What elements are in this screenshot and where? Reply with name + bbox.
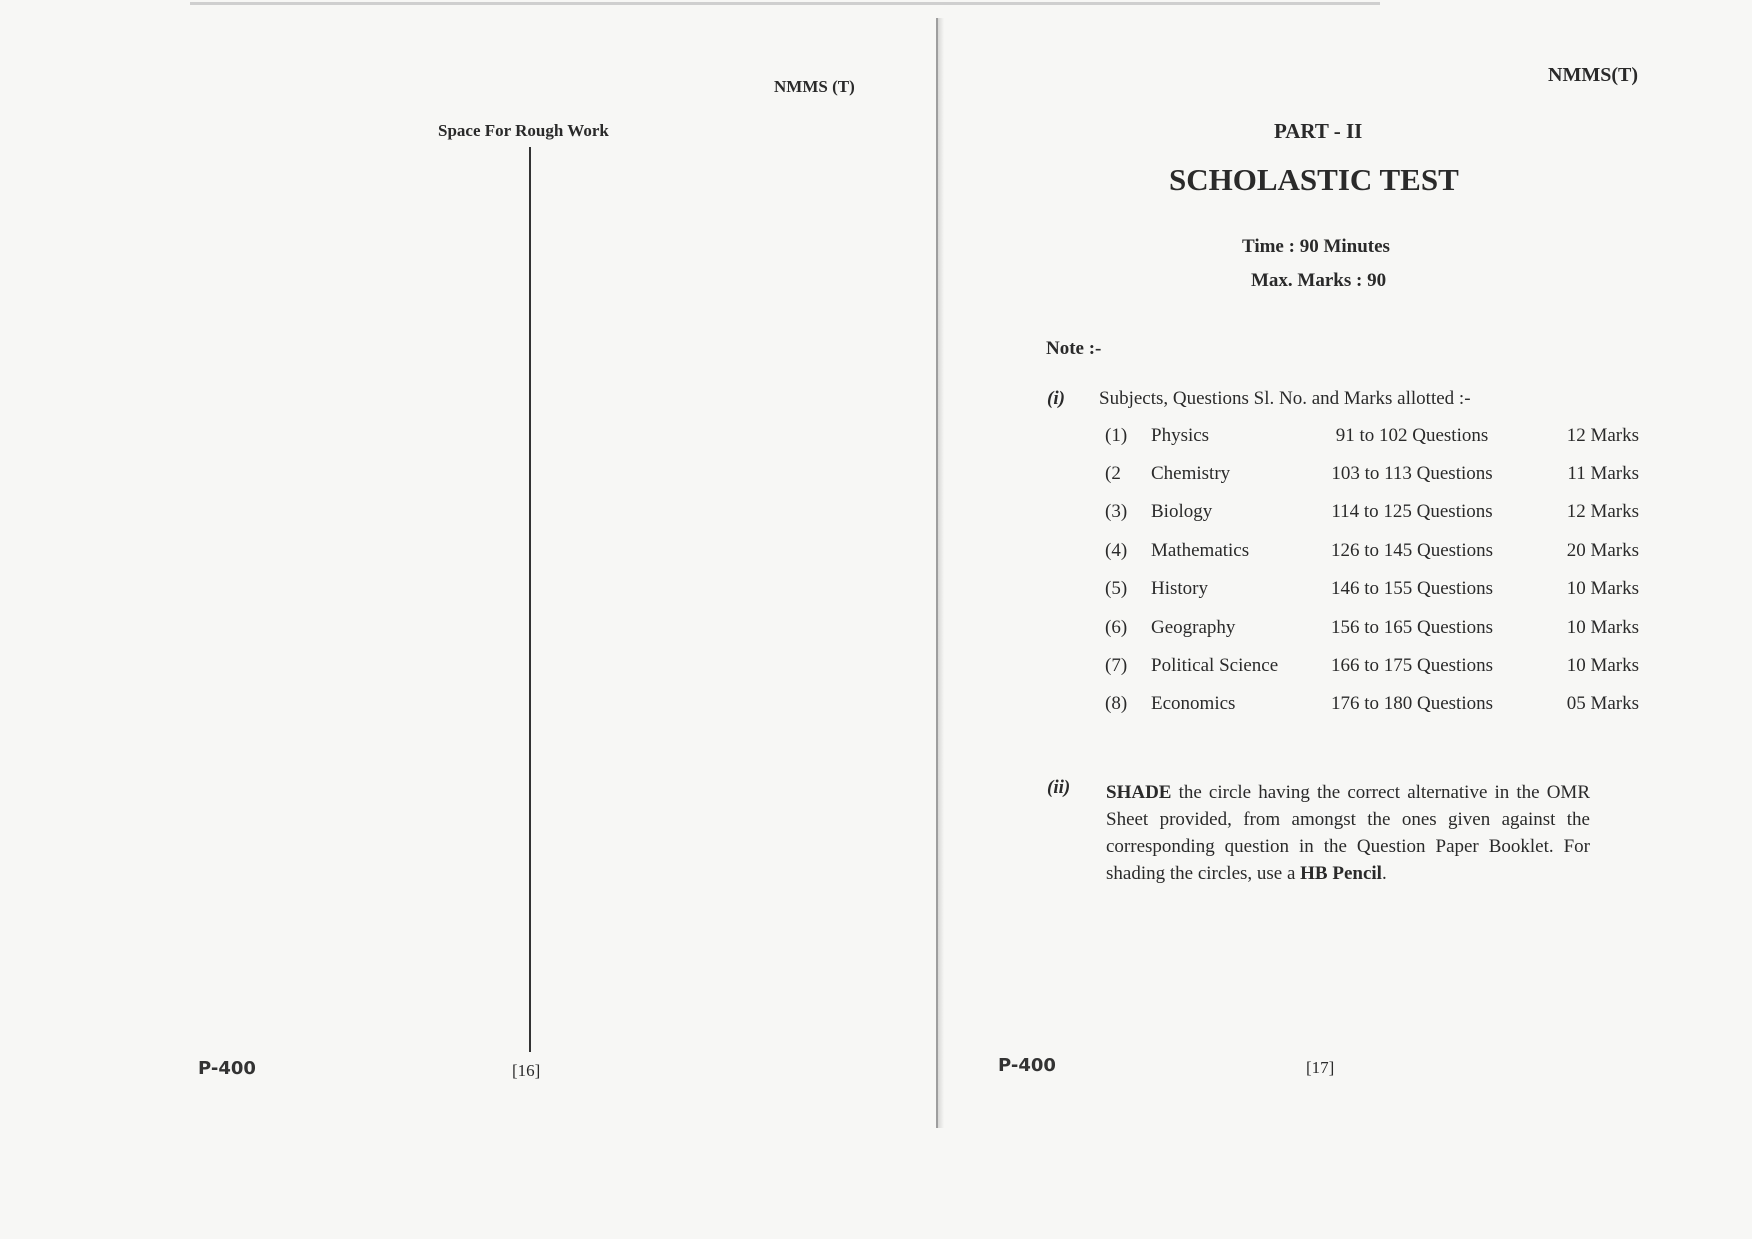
subject-marks: 05 Marks — [1566, 693, 1639, 714]
subject-questions: 176 to 180 Questions — [1330, 693, 1494, 714]
max-marks: Max. Marks : 90 — [1251, 270, 1387, 291]
page-top-edge — [190, 2, 1380, 5]
subject-number: (3) — [1105, 501, 1128, 522]
note-ii-end: . — [1381, 863, 1387, 884]
right-page-header: NMMS(T) — [1548, 64, 1638, 86]
subject-name: Political Science — [1151, 655, 1279, 676]
subject-marks: 12 Marks — [1566, 425, 1639, 446]
note-i-marker: (i) — [1047, 388, 1065, 409]
time-allowed: Time : 90 Minutes — [1242, 236, 1390, 257]
left-page-header: NMMS (T) — [774, 77, 855, 96]
right-page-number: [17] — [1306, 1058, 1335, 1077]
subject-name: Biology — [1151, 501, 1213, 522]
subject-number: (8) — [1105, 693, 1128, 714]
subject-number: (6) — [1105, 617, 1128, 638]
subject-name: Mathematics — [1151, 540, 1250, 561]
subject-questions: 166 to 175 Questions — [1330, 655, 1494, 676]
note-i-text: Subjects, Questions Sl. No. and Marks allotted :- — [1099, 388, 1471, 409]
subject-name: Geography — [1151, 617, 1236, 638]
subject-name: Economics — [1151, 693, 1236, 714]
subject-name: Chemistry — [1151, 463, 1231, 484]
subject-questions: 156 to 165 Questions — [1330, 617, 1494, 638]
subject-marks: 10 Marks — [1566, 655, 1639, 676]
left-page-number: [16] — [512, 1061, 541, 1080]
subject-marks: 10 Marks — [1566, 578, 1639, 599]
rough-work-label: Space For Rough Work — [438, 121, 609, 140]
subject-number: (7) — [1105, 655, 1128, 676]
test-title: SCHOLASTIC TEST — [1169, 162, 1459, 197]
note-ii-text: the circle having the correct alternative in the OMR Sheet provided, from amongst the ones given against the corresponding question in the Question Paper Booklet. For shading the circles, use a — [1106, 782, 1590, 884]
part-heading: PART - II — [1274, 119, 1363, 143]
subject-questions: 91 to 102 Questions — [1335, 425, 1489, 446]
subject-questions: 146 to 155 Questions — [1330, 578, 1494, 599]
subject-number: (1) — [1105, 425, 1128, 446]
subject-marks: 11 Marks — [1567, 463, 1639, 484]
subject-marks: 20 Marks — [1566, 540, 1639, 561]
left-footer-code: P-400 — [198, 1058, 256, 1079]
note-ii-paragraph — [1106, 779, 1590, 887]
subject-questions: 103 to 113 Questions — [1331, 463, 1493, 484]
subject-number: (4) — [1105, 540, 1128, 561]
subject-marks: 10 Marks — [1566, 617, 1639, 638]
right-footer-code: P-400 — [998, 1055, 1056, 1076]
note-ii-bold-end: HB Pencil — [1300, 863, 1382, 884]
subject-marks: 12 Marks — [1566, 501, 1639, 522]
page-fold-shadow — [938, 18, 944, 1128]
subject-name: Physics — [1151, 425, 1210, 446]
note-ii-bold-start: SHADE — [1106, 782, 1172, 803]
subject-questions: 114 to 125 Questions — [1331, 501, 1493, 522]
subject-number: (5) — [1105, 578, 1128, 599]
subject-questions: 126 to 145 Questions — [1330, 540, 1494, 561]
rough-work-divider — [529, 147, 531, 1052]
subject-name: History — [1151, 578, 1208, 599]
note-ii-marker: (ii) — [1047, 777, 1071, 798]
subject-number: (2 — [1105, 463, 1121, 484]
note-label: Note :- — [1046, 338, 1102, 359]
